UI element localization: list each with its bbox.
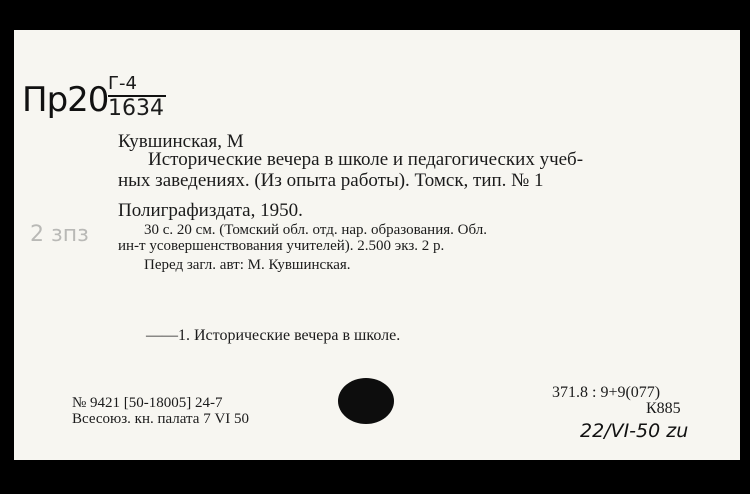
ink-blot-stamp xyxy=(338,378,394,424)
call-number-fraction xyxy=(108,74,174,120)
faint-handwritten-mark: 2 зпз xyxy=(30,222,89,247)
author-note: Перед загл. авт: М. Кувшинская. xyxy=(144,257,351,273)
record-number: № 9421 [50-18005] 24-7 xyxy=(72,395,223,411)
classification-code: 371.8 : 9+9(077) xyxy=(552,384,661,401)
call-number-top: Г-4 xyxy=(108,73,137,94)
title-line-3: Полиграфиздата, 1950. xyxy=(118,200,303,221)
subject-tracing: ——1. Исторические вечера в школе. xyxy=(146,327,401,344)
call-number-bottom: 1634 xyxy=(108,96,164,121)
publisher-line: Всесоюз. кн. палата 7 VI 50 xyxy=(72,411,250,427)
collation-line-2: ин-т усовершенствования учителей). 2.500 экз. 2 р. xyxy=(118,238,445,254)
author-mark: К885 xyxy=(646,400,681,417)
handwritten-date: 22/VI-50 zu xyxy=(580,420,689,442)
author-heading: Кувшинская, М xyxy=(118,131,244,152)
catalog-card xyxy=(14,30,740,460)
call-number-main: Пр20 xyxy=(22,80,109,120)
collation-line-1: 30 с. 20 см. (Томский обл. отд. нар. образования. Обл. xyxy=(144,222,487,238)
title-line-2: ных заведениях. (Из опыта работы). Томск, тип. № 1 xyxy=(118,170,544,191)
title-line-1: Исторические вечера в школе и педагогических учеб- xyxy=(148,149,584,170)
